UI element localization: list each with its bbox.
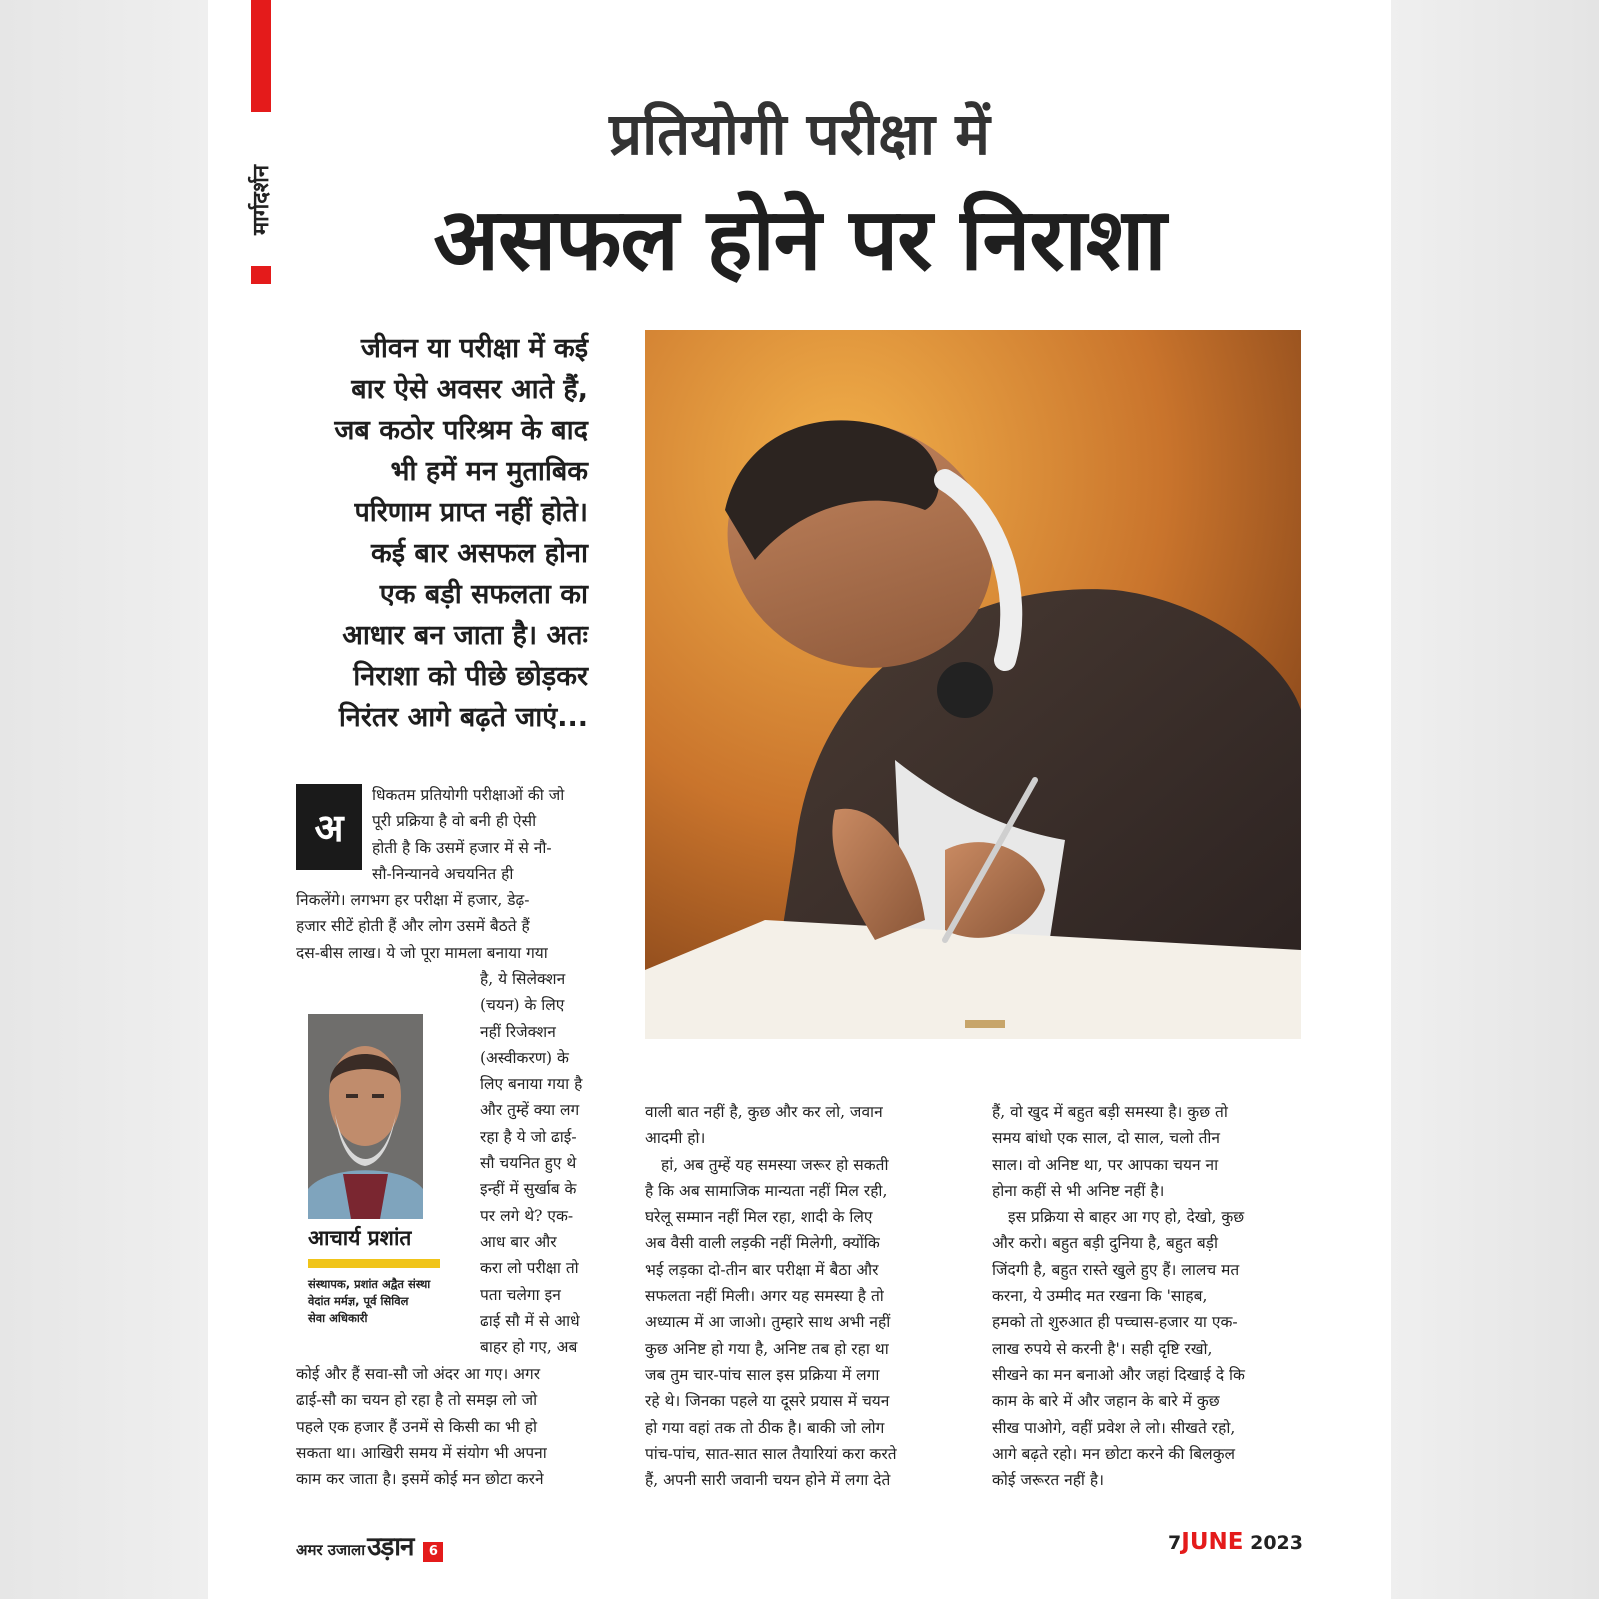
article-line: सौ चयनित हुए थे [480,1154,577,1173]
background-right [1391,0,1599,1599]
article-line: करा लो परीक्षा तो [480,1259,579,1278]
article-line: और करो। बहुत बड़ी दुनिया है, बहुत बड़ी [992,1234,1218,1253]
author-desc-line: वेदांत मर्मज्ञ, पूर्व सिविल [308,1294,409,1308]
article-line: रहा है ये जो ढाई- [480,1127,577,1146]
article-line: आध बार और [480,1232,557,1251]
article-line: कोई और हैं सवा-सौ जो अंदर आ गए। अगर [296,1365,541,1383]
article-line: करना, ये उम्मीद मत रखना कि 'साहब, [992,1287,1208,1306]
background-left [0,0,208,1599]
article-line: कुछ अनिष्ट हो गया है, अनिष्ट तब हो रहा था [645,1339,889,1358]
page-number: 6 [423,1542,443,1562]
footer-brand [296,1527,443,1563]
article-line: आदमी हो। [645,1129,706,1148]
student-writing-illustration [645,330,1301,1039]
article-col3 [992,1099,1310,1493]
drop-cap: अ [296,784,362,870]
article-line: (अस्वीकरण) के [480,1048,569,1067]
article-col1-bottom [296,1361,616,1492]
magazine-name: उड़ान [367,1532,414,1562]
author-portrait-illustration [308,1014,423,1219]
article-line: हजार सीटें होती हैं और लोग उसमें बैठते हैं [296,917,530,936]
article-line: पता चलेगा इन [480,1285,561,1304]
headline-line-1: प्रतियोगी परीक्षा में [609,100,990,168]
article-line: धिकतम प्रतियोगी परीक्षाओं की जो [372,786,565,804]
article-line: दस-बीस लाख। ये जो पूरा मामला बनाया गया [296,943,548,962]
article-line: काम कर जाता है। इसमें कोई मन छोटा करने [296,1470,544,1489]
author-portrait-photo [308,1014,423,1219]
author-desc-line: संस्थापक, प्रशांत अद्वैत संस्था [308,1277,431,1291]
date-year: 2023 [1250,1532,1303,1554]
article-line: हो गया वहां तक तो ठीक है। बाकी जो लोग [645,1418,885,1437]
author-underline [308,1259,440,1268]
intro-standfirst [286,328,588,738]
article-line: है, ये सिलेक्शन [480,970,566,988]
article-line: है कि अब सामाजिक मान्यता नहीं मिल रही, [645,1181,888,1200]
intro-line: जीवन या परीक्षा में कई [360,333,588,364]
headline-line-2: असफल होने पर निराशा [433,190,1166,290]
article-line: इस प्रक्रिया से बाहर आ गए हो, देखो, कुछ [1008,1208,1245,1227]
article-line: (चयन) के लिए [480,996,565,1015]
article-line: ढाई सौ में से आधे [480,1311,580,1330]
article-line: सकता था। आखिरी समय में संयोग भी अपना [296,1443,547,1462]
article-line: काम के बारे में और जहान के बारे में कुछ [992,1392,1220,1411]
article-line: रहे थे। जिनका पहले या दूसरे प्रयास में चयन [645,1392,890,1411]
intro-line: जब कठोर परिश्रम के बाद [334,415,588,446]
article-line: सफलता नहीं मिली। अगर यह समस्या है तो [645,1287,884,1306]
article-line: निकलेंगे। लगभग हर परीक्षा में हजार, डेढ़- [296,891,530,909]
section-tag: मार्गदर्शन [249,164,274,236]
intro-line: परिणाम प्राप्त नहीं होते। [354,497,588,528]
article-line: पहले एक हजार हैं उनमें से किसी का भी हो [296,1417,538,1436]
article-line: अध्यात्म में आ जाओ। तुम्हारे साथ अभी नहीं [645,1313,891,1332]
article-line: ढाई-सौ का चयन हो रहा है तो समझ लो जो [296,1391,538,1410]
article-line: होती है कि उसमें हजार में से नौ- [372,838,552,857]
article-line: सीखने का मन बनाओ और जहां दिखाई दे कि [992,1365,1245,1384]
article-line: जिंदगी है, बहुत रास्ते खुले हुए हैं। लालच मत [992,1260,1240,1279]
article-line: साल। वो अनिष्ट था, पर आपका चयन ना [992,1155,1219,1174]
article-col1-narrow [480,966,620,1360]
author-description [308,1276,458,1327]
article-line: हां, अब तुम्हें यह समस्या जरूर हो सकती [661,1155,889,1174]
article-col2 [645,1099,963,1493]
article-line: लाख रुपये से करनी है'। सही दृष्टि रखो, [992,1339,1213,1358]
date-day: 7 [1168,1532,1182,1554]
article-line: और तुम्हें क्या लग [480,1101,580,1120]
article-line: सौ-निन्यानवे अचयनित ही [372,864,514,883]
article-line: घरेलू सम्मान नहीं मिल रहा, शादी के लिए [645,1208,873,1227]
article-line: कोई जरूरत नहीं है। [992,1471,1104,1490]
intro-line: कई बार असफल होना [371,538,588,569]
author-desc-line: सेवा अधिकारी [308,1311,368,1325]
article-line: पर लगे थे? एक- [480,1206,574,1225]
issue-date [1168,1529,1303,1555]
author-name: आचार्य प्रशांत [308,1226,412,1250]
article-col1-full [296,887,616,966]
article-line: इन्हीं में सुर्खाब के [480,1180,577,1199]
intro-line: भी हमें मन मुताबिक [390,456,588,487]
student-writing-photo [645,330,1301,1039]
article-line: भई लड़का दो-तीन बार परीक्षा में बैठा और [645,1260,879,1279]
intro-line: एक बड़ी सफलता का [379,579,588,610]
article-line: वाली बात नहीं है, कुछ और कर लो, जवान [645,1103,883,1121]
article-line: लिए बनाया गया है [480,1075,583,1094]
article-line: हैं, अपनी सारी जवानी चयन होने में लगा देते [645,1471,891,1490]
article-line: अब वैसी वाली लड़की नहीं मिलेगी, क्योंकि [645,1234,880,1253]
article-line: समय बांधो एक साल, दो साल, चलो तीन [992,1129,1221,1148]
intro-line: बार ऐसे अवसर आते हैं, [351,374,588,405]
brand-name: अमर उजाला [296,1541,366,1559]
intro-line: निराशा को पीछे छोड़कर [353,661,588,692]
magazine-page [208,0,1391,1599]
intro-line: निरंतर आगे बढ़ते जाएं... [338,702,588,733]
article-line: नहीं रिजेक्शन [480,1022,556,1041]
article-line: पांच-पांच, सात-सात साल तैयारियां करा करते [645,1444,897,1463]
article-line: जब तुम चार-पांच साल इस प्रक्रिया में लगा [645,1365,880,1384]
article-line: सीख पाओगे, वहीं प्रवेश ले लो। सीखते रहो, [992,1418,1236,1437]
intro-line: आधार बन जाता है। अतः [342,620,588,651]
date-month: JUNE [1181,1529,1244,1555]
article-line: हैं, वो खुद में बहुत बड़ी समस्या है। कुछ तो [992,1103,1228,1121]
article-col1-top [372,782,612,887]
article-line: पूरी प्रक्रिया है वो बनी ही ऐसी [372,812,537,831]
article-line: हमको तो शुरुआत ही पच्चास-हजार या एक- [992,1313,1238,1332]
article-line: होना कहीं से भी अनिष्ट नहीं है। [992,1181,1165,1200]
article-line: बाहर हो गए, अब [480,1338,578,1357]
article-line: आगे बढ़ते रहो। मन छोटा करने की बिलकुल [992,1444,1236,1463]
